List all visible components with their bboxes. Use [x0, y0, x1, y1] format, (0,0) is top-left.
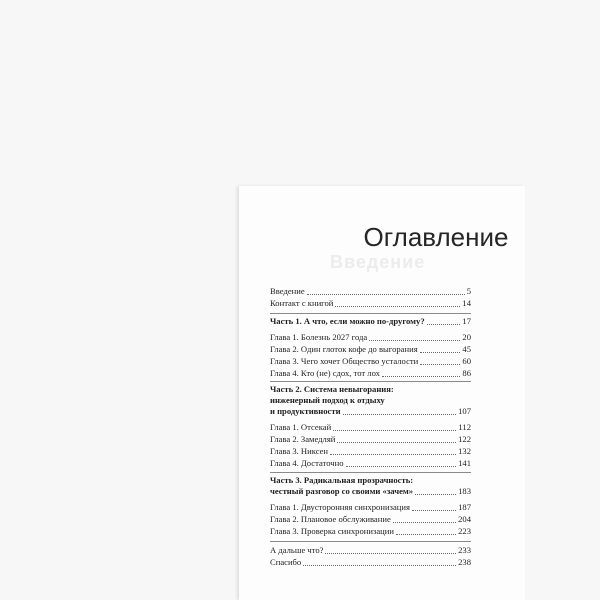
toc-leader-dots: [393, 522, 456, 523]
toc-entry-p1c2[interactable]: [270, 344, 471, 356]
bleed-through-text: Введение: [330, 252, 426, 272]
toc-part-2[interactable]: [270, 406, 471, 418]
toc-leader-dots: [343, 414, 457, 415]
toc-entry-page: 122: [458, 434, 471, 444]
toc-entry-label: Введение: [270, 286, 305, 296]
toc-entry-page: 183: [458, 486, 471, 496]
toc-entry-p1c4[interactable]: [270, 368, 471, 380]
toc-leader-dots: [333, 430, 456, 431]
section-divider: [270, 313, 471, 314]
toc-leader-dots: [420, 352, 461, 353]
toc-leader-dots: [346, 466, 457, 467]
toc-entry-page: 107: [458, 406, 471, 416]
toc-entry-label: Глава 2. Один глоток кофе до выгорания: [270, 344, 418, 354]
toc-entry-label: Глава 4. Кто (не) сдох, тот лох: [270, 368, 380, 378]
toc-entry-page: 86: [462, 368, 471, 378]
toc-entry-p2c3[interactable]: [270, 446, 471, 458]
toc-leader-dots: [369, 340, 460, 341]
toc-entry-p3c3[interactable]: [270, 526, 471, 538]
toc-leader-dots: [382, 376, 460, 377]
toc-leader-dots: [396, 534, 456, 535]
toc-entry-page: 233: [458, 545, 471, 555]
toc-entry-p1c1[interactable]: [270, 332, 471, 344]
toc-leader-dots: [427, 324, 461, 325]
toc-part-label: честный разговор со своими «зачем»: [270, 486, 414, 496]
toc-entry-thanks[interactable]: [270, 557, 471, 569]
page-title: Оглавление: [363, 222, 509, 252]
toc-entry-contact[interactable]: [270, 298, 471, 310]
toc-entry-page: 223: [458, 526, 471, 536]
toc-entry-p1c3[interactable]: [270, 356, 471, 368]
toc-entry-p2c4[interactable]: [270, 458, 471, 470]
toc-entry-p2c1[interactable]: [270, 422, 471, 434]
toc-part-label: и продуктивности: [270, 406, 341, 416]
toc-entry-label: Глава 1. Двусторонняя синхронизация: [270, 502, 410, 512]
toc-leader-dots: [303, 565, 456, 566]
toc-entry-page: 112: [458, 422, 471, 432]
toc-leader-dots: [330, 454, 456, 455]
toc-part-3[interactable]: [270, 486, 471, 498]
toc-part-1[interactable]: [270, 316, 471, 328]
toc-leader-dots: [307, 294, 465, 295]
section-divider: [270, 541, 471, 542]
toc-entry-page: 14: [462, 298, 471, 308]
toc-entry-label: А дальше что?: [270, 545, 324, 555]
toc-leader-dots: [415, 494, 456, 495]
section-divider: [270, 472, 471, 473]
toc-entry-page: 20: [462, 332, 471, 342]
toc-entry-label: Глава 1. Болезнь 2027 года: [270, 332, 368, 342]
toc-entry-intro[interactable]: [270, 286, 471, 298]
toc-entry-page: 45: [462, 344, 471, 354]
toc-part-3-line-1[interactable]: Часть 3. Радикальная прозрачность:: [270, 475, 414, 485]
toc-part-2-line-1[interactable]: Часть 2. Система невыгорания:: [270, 384, 394, 394]
toc-entry-label: Глава 1. Отсекай: [270, 422, 332, 432]
section-divider: [270, 381, 471, 382]
toc-entry-p3c1[interactable]: [270, 502, 471, 514]
toc-part-label: Часть 1. А что, если можно по-другому?: [270, 316, 425, 326]
toc-leader-dots: [420, 364, 460, 365]
toc-entry-label: Спасибо: [270, 557, 302, 567]
toc-entry-p2c2[interactable]: [270, 434, 471, 446]
toc-entry-after[interactable]: [270, 545, 471, 557]
toc-entry-page: 187: [458, 502, 471, 512]
toc-entry-page: 204: [458, 514, 471, 524]
toc-entry-label: Глава 4. Достаточно: [270, 458, 344, 468]
toc-leader-dots: [412, 510, 456, 511]
toc-entry-p3c2[interactable]: [270, 514, 471, 526]
toc-entry-label: Глава 3. Чего хочет Общество усталости: [270, 356, 419, 366]
toc-part-2-line-2[interactable]: инженерный подход к отдыху: [270, 395, 385, 405]
toc-entry-label: Глава 3. Никсен: [270, 446, 329, 456]
toc-leader-dots: [325, 553, 456, 554]
toc-entry-page: 60: [462, 356, 471, 366]
toc-entry-page: 5: [466, 286, 471, 296]
toc-leader-dots: [337, 442, 456, 443]
toc-entry-page: 238: [458, 557, 471, 567]
toc-leader-dots: [335, 306, 460, 307]
toc-entry-label: Глава 2. Плановое обслуживание: [270, 514, 391, 524]
toc-entry-label: Глава 3. Проверка синхронизации: [270, 526, 394, 536]
toc-entry-page: 17: [462, 316, 471, 326]
toc-entry-page: 141: [458, 458, 471, 468]
toc-entry-label: Контакт с книгой: [270, 298, 334, 308]
toc-entry-page: 132: [458, 446, 471, 456]
toc-entry-label: Глава 2. Замедляй: [270, 434, 336, 444]
